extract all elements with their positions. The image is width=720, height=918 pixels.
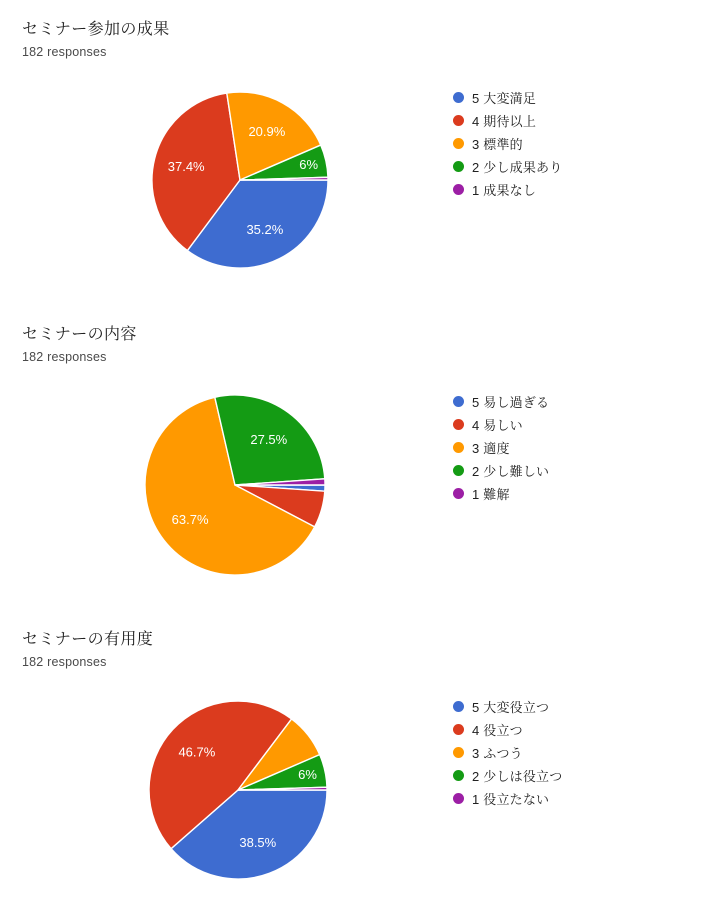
slice-percent-label: 37.4%	[167, 159, 205, 175]
legend-color-dot-icon	[453, 396, 464, 407]
legend-item-label: 1 役立たない	[472, 792, 550, 807]
legend-item-label: 3 ふつう	[472, 746, 523, 761]
legend-color-dot-icon	[453, 92, 464, 103]
legend-color-dot-icon	[453, 442, 464, 453]
legend-item	[453, 787, 562, 810]
legend-item-label: 1 成果なし	[472, 183, 537, 198]
legend-color-dot-icon	[453, 115, 464, 126]
legend-item-label: 2 少し成果あり	[472, 160, 563, 175]
slice-percent-label: 46.7%	[178, 744, 216, 760]
pie-chart[interactable]	[138, 690, 338, 890]
legend-item	[453, 741, 562, 764]
legend-item	[453, 155, 562, 178]
legend-color-dot-icon	[453, 138, 464, 149]
legend-color-dot-icon	[453, 724, 464, 735]
legend-color-dot-icon	[453, 747, 464, 758]
legend-item	[453, 86, 562, 109]
slice-percent-label: 63.7%	[171, 512, 209, 528]
legend-item-label: 2 少し難しい	[472, 464, 550, 479]
chart-title: セミナー参加の成果	[22, 21, 170, 38]
legend-item	[453, 436, 549, 459]
legend-color-dot-icon	[453, 465, 464, 476]
legend-item-label: 5 大変役立つ	[472, 700, 550, 715]
slice-percent-label: 27.5%	[250, 431, 288, 447]
legend-item	[453, 459, 549, 482]
legend-item	[453, 109, 562, 132]
legend-item	[453, 413, 549, 436]
legend-item-label: 4 役立つ	[472, 723, 523, 738]
slice-percent-label: 6%	[298, 767, 317, 782]
pie-chart[interactable]	[140, 80, 340, 280]
legend-item	[453, 718, 562, 741]
legend-item-label: 5 易し過ぎる	[472, 395, 550, 410]
legend-item-label: 5 大変満足	[472, 91, 537, 106]
chart-legend	[453, 390, 549, 505]
legend-item	[453, 482, 549, 505]
responses-count: 182 responses	[22, 655, 107, 669]
responses-count: 182 responses	[22, 350, 107, 364]
chart-title: セミナーの内容	[22, 326, 137, 343]
legend-item-label: 2 少しは役立つ	[472, 769, 563, 784]
legend-item-label: 3 標準的	[472, 137, 523, 152]
legend-item-label: 4 易しい	[472, 418, 523, 433]
slice-percent-label: 35.2%	[246, 222, 284, 238]
legend-color-dot-icon	[453, 701, 464, 712]
slice-percent-label: 20.9%	[248, 124, 286, 139]
legend-item-label: 3 適度	[472, 441, 510, 456]
legend-item	[453, 695, 562, 718]
legend-color-dot-icon	[453, 419, 464, 430]
legend-color-dot-icon	[453, 184, 464, 195]
legend-color-dot-icon	[453, 488, 464, 499]
chart-legend	[453, 695, 562, 810]
chart-title: セミナーの有用度	[22, 631, 154, 648]
pie-chart[interactable]	[135, 385, 335, 585]
legend-item-label: 1 難解	[472, 487, 510, 502]
legend-color-dot-icon	[453, 793, 464, 804]
legend-item	[453, 132, 562, 155]
legend-item	[453, 178, 562, 201]
chart-legend	[453, 86, 562, 201]
responses-count: 182 responses	[22, 45, 107, 59]
legend-item	[453, 390, 549, 413]
slice-percent-label: 6%	[299, 157, 319, 173]
legend-item-label: 4 期待以上	[472, 114, 537, 129]
legend-color-dot-icon	[453, 161, 464, 172]
slice-percent-label: 38.5%	[239, 835, 277, 850]
legend-color-dot-icon	[453, 770, 464, 781]
legend-item	[453, 764, 562, 787]
